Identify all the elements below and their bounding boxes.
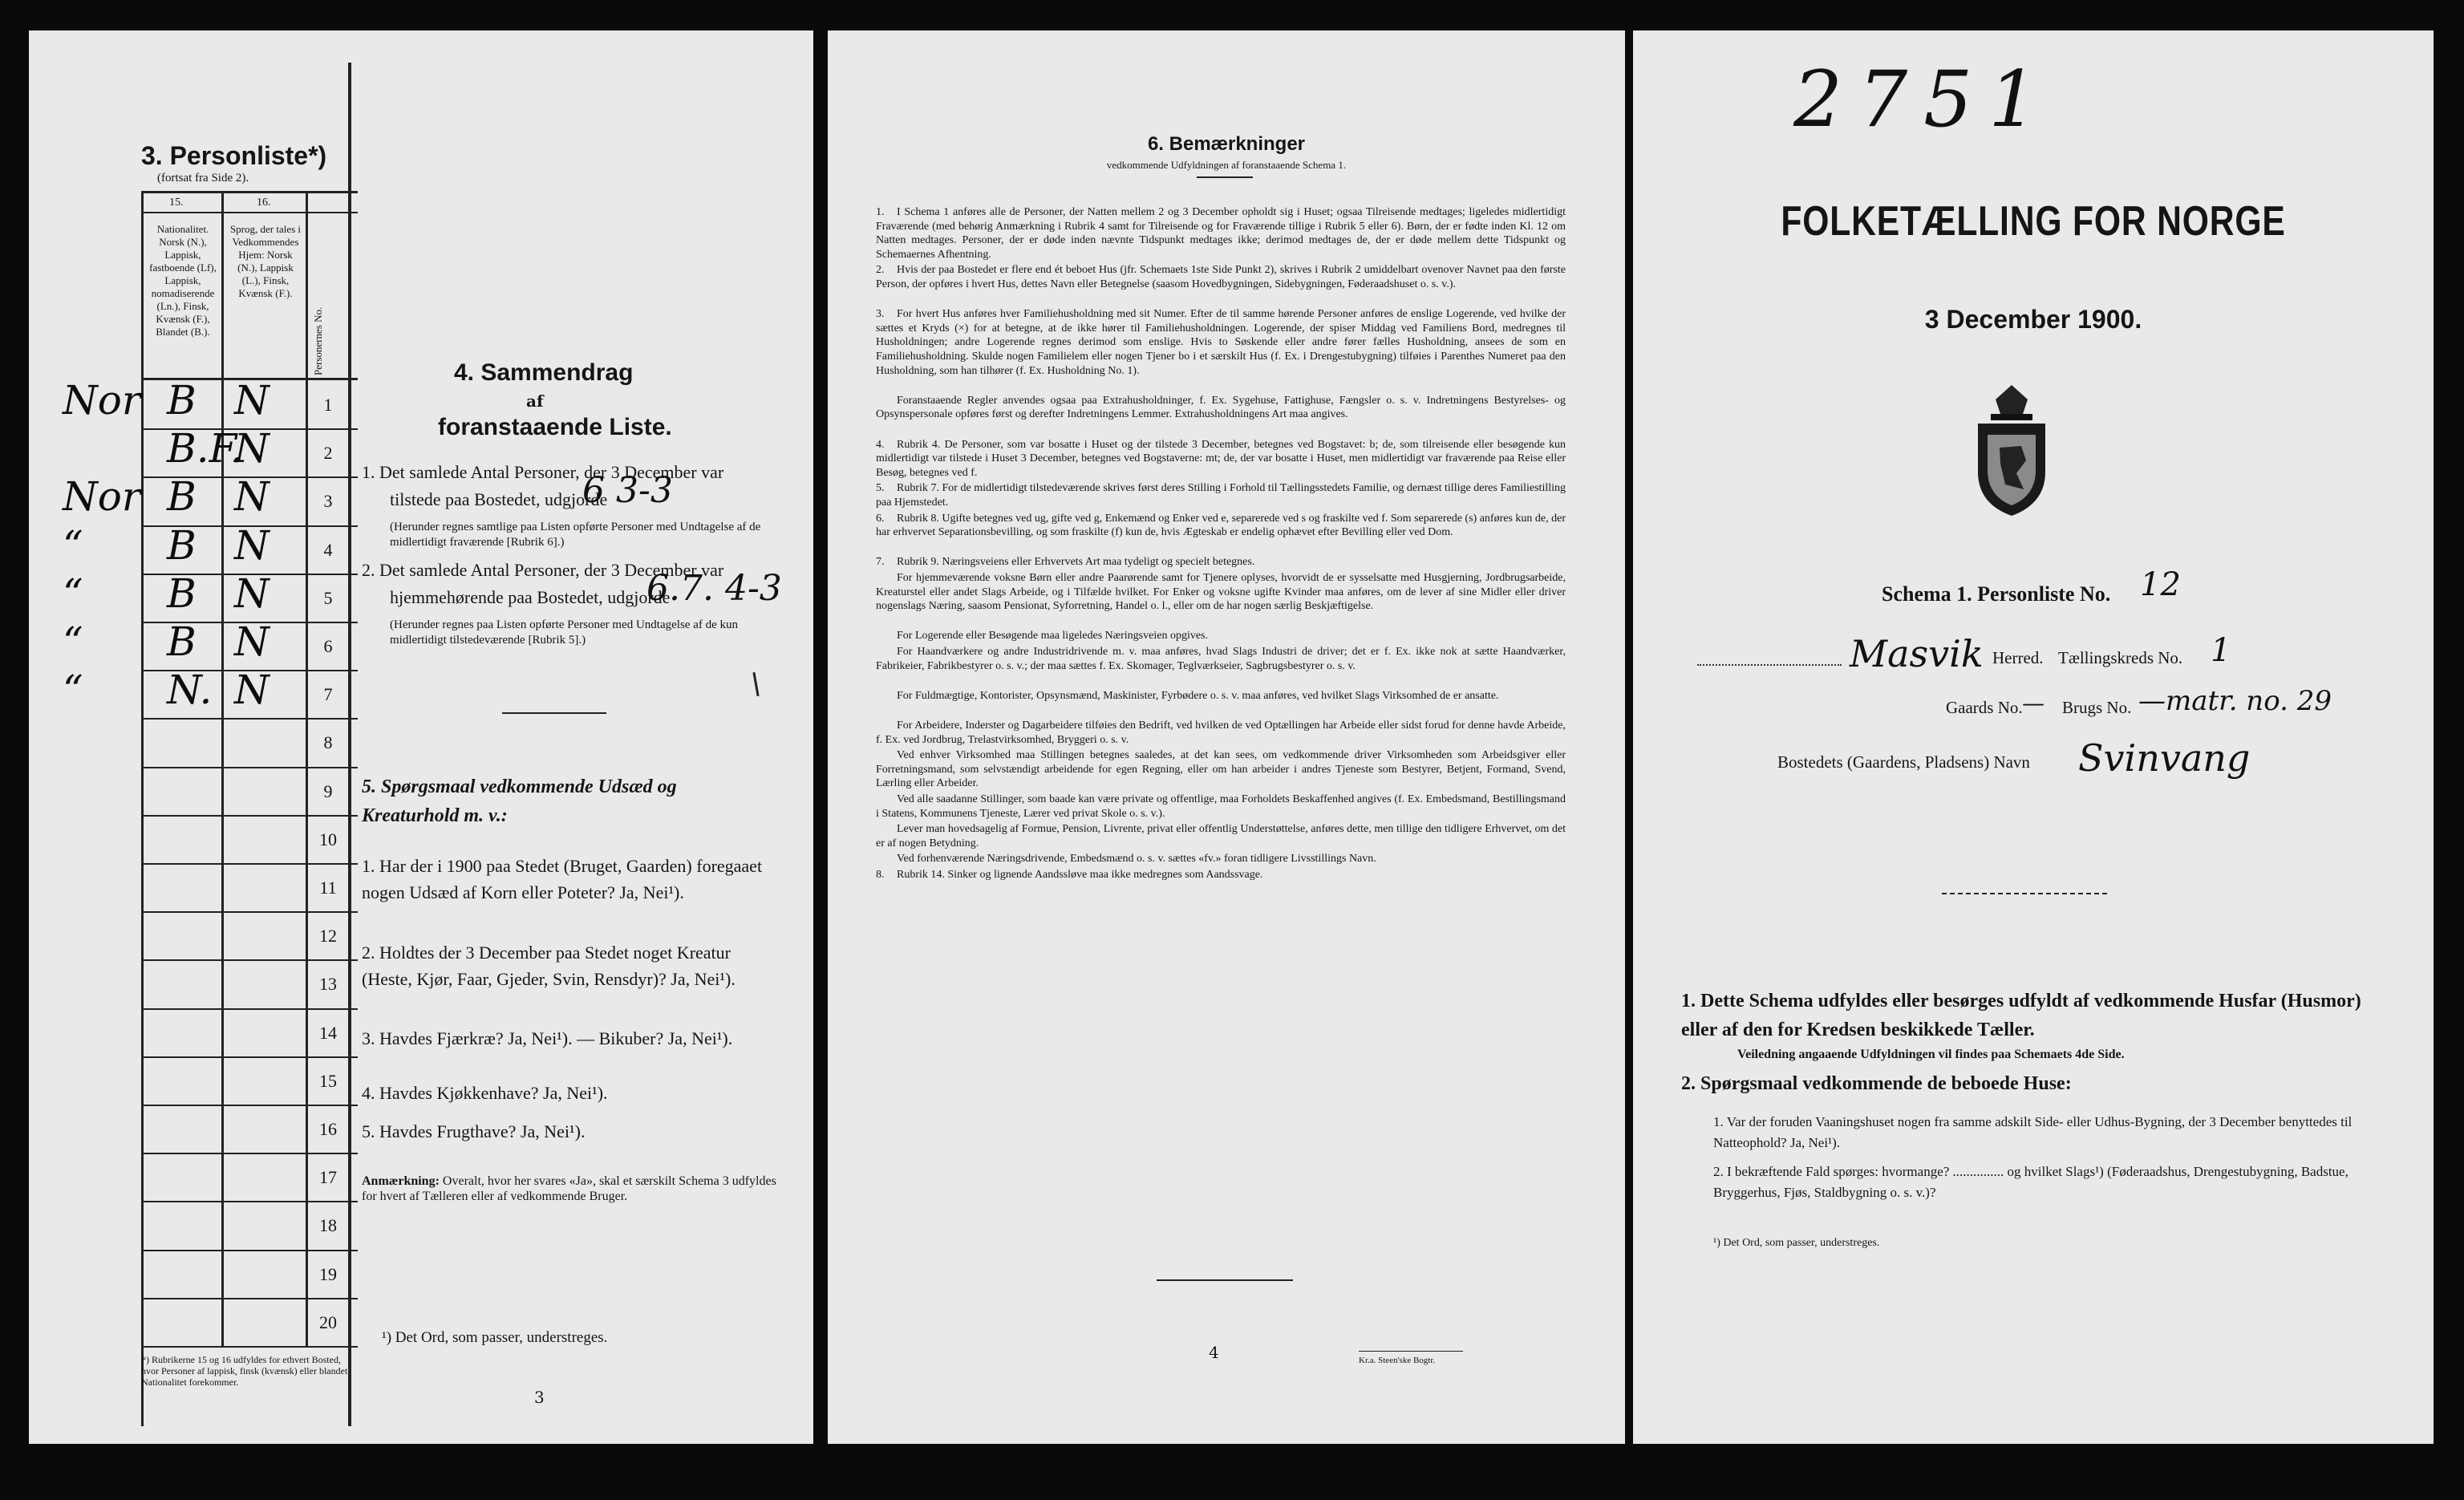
- remark-text: Ved alle saadanne Stillinger, som baade kan være private og offentlige, maa Forholdets Beskaffenhed angives (f. Ex. Embedsmand, Bestillingsmand i Statens, Kommunens Tjeneste, Lærer ved privat Skole o. s. v.).: [876, 793, 1566, 820]
- table-row-line: [141, 863, 358, 865]
- remark-number: 3.: [876, 308, 885, 321]
- col16-header: Sprog, der tales i Vedkommendes Hjem: Norsk (N.), Lappisk (L.), Finsk, Kvænsk (F.).: [229, 223, 302, 299]
- instruction-1: 1. Dette Schema udfyldes eller besørges udfyldt af vedkommende Husfar (Husmor) eller af den for Kredsen beskikkede Tæller.: [1681, 991, 2361, 1040]
- anmaerkning-text: Overalt, hvor her svares «Ja», skal et særskilt Schema 3 udfyldes for hvert af Tælleren eller af vedkommende Bruger.: [362, 1174, 776, 1203]
- page-number-4: 4: [1209, 1343, 1219, 1362]
- table-cell-nat2: B: [167, 618, 197, 665]
- remark-text: Ved enhver Virksomhed maa Stillingen betegnes saaledes, at det kan sees, om vedkommende driver Virksomheden som Arbeidsgiver eller Forretningsmand, som selvstændigt arbeidende for egen Regning, eller om han arbeider i andres Tjeneste som Bestyrer, Betjent, Formand, Svend, Lærling eller Arbeider.: [876, 749, 1566, 790]
- row-number: 7: [323, 684, 333, 705]
- row-number: 18: [319, 1215, 337, 1236]
- left-page: [29, 30, 813, 1444]
- table-cell-sprog: N: [234, 667, 270, 714]
- table-row-line: [141, 815, 358, 817]
- table-cell-nat2: N.: [167, 667, 213, 714]
- remark-item: [876, 571, 1566, 614]
- row-number: 14: [319, 1022, 337, 1043]
- herred-value: Masvik: [1850, 632, 1984, 675]
- bosted-value: Svinvang: [2078, 736, 2251, 780]
- table-row-line: [141, 1105, 358, 1106]
- table-row-line: [141, 1153, 358, 1154]
- remark-text: For Haandværkere og andre Industridrivende m. v. maa anføres, hvad Slags Industri de driver; det er f. Ex. ikke nok at sætte Haandværker, Fabrikeier, Fabrikbestyrer o. s. v.; der maa sættes f. Ex. Skomager, Teglværkseier, Sagbrugsbestyrer o. s. v.: [876, 646, 1566, 672]
- remark-item: [876, 205, 1566, 261]
- row-number: 1: [323, 395, 333, 415]
- instruction-2: 2. Spørgsmaal vedkommende de beboede Huse:: [1681, 1073, 2072, 1094]
- remark-text: Rubrik 14. Sinker og lignende Aandssløve maa ikke medregnes som Aandssvage.: [897, 869, 1263, 881]
- q5: 5. Havdes Frugthave? Ja, Nei¹).: [362, 1121, 586, 1141]
- table-row-line: [141, 1008, 358, 1010]
- anmaerkning-label: Anmærkning:: [362, 1174, 440, 1188]
- q2: 2. Holdtes der 3 December paa Stedet noget Kreatur (Heste, Kjør, Faar, Gjeder, Svin, Rensdyr)? Ja, Nei¹).: [362, 943, 736, 989]
- remark-item: [876, 307, 1566, 378]
- table-cell-nat: “: [63, 570, 83, 617]
- table-cell-sprog: N: [234, 521, 270, 569]
- table-cell-nat2: B.F.: [167, 425, 244, 472]
- table-cell-sprog: N: [234, 425, 270, 472]
- remark-text: Lever man hovedsagelig af Formue, Pension, Livrente, privat eller offentlig Understøttelse, anføres dette, men tillige den tidligere Erhvervet, om det er af nogen Betydning.: [876, 823, 1566, 849]
- kreds-label: Tællingskreds No.: [2058, 648, 2183, 667]
- table-row-line: [141, 911, 358, 913]
- right-page: [1633, 30, 2434, 1444]
- col15-header: Nationalitet. Norsk (N.), Lappisk, fastboende (Lf), Lappisk, nomadiserende (Ln.), Finsk, Kvænsk (F.), Blandet (B.).: [149, 223, 217, 338]
- remark-item: [876, 719, 1566, 747]
- remark-item: [876, 822, 1566, 850]
- remark-text: Rubrik 4. De Personer, som var bosatte i Huset og der tilstede 3 December, betegnes ved Bogstavet: b; de, som tilreisende eller besøgende kun midlertidigt var tilstede i Huset 3 December, betegnes ved Bogstaverne: mt; de, der var bosatte i Huset, men midlertidigt var fraværende paa Reise eller Besøg, betegnes ved f.: [876, 438, 1566, 479]
- remark-number: 2.: [876, 264, 885, 277]
- q4: 4. Havdes Kjøkkenhave? Ja, Nei¹).: [362, 1083, 608, 1103]
- handwritten-number: 2751: [1793, 55, 2054, 144]
- remark-item: [876, 438, 1566, 480]
- remark-number: 8.: [876, 869, 885, 881]
- census-date: 3 December 1900.: [1924, 305, 2142, 334]
- row-number: 10: [319, 829, 337, 849]
- ord-note: ¹) Det Ord, som passer, understreges.: [382, 1329, 608, 1346]
- remark-text: Hvis der paa Bostedet er flere end ét beboet Hus (jfr. Schemaets 1ste Side Punkt 2), skrives i Rubrik 2 umiddelbart ovenover Navnet paa den første Person, der opføres i hvert Hus, dettes Navn eller Betegnelse (saasom Hovedbygningen, Sidebygningen, Føderaadshuset o. s. v.).: [876, 264, 1566, 290]
- personliste-number: 12: [2140, 566, 2181, 603]
- remark-text: For hjemmeværende voksne Børn eller andre Paarørende samt for Tjenere oplyses, hvorvidt de er sysselsatte med Husgjerning, Jordbrugsarbeide, Kreaturstel eller andet Slags Arbeide, og i Tilfælde hvilket. For Enker og voksne ugifte Kvinder maa anføres, om de lever af sine Midler eller driver nogenslags Næring, saasom Pensionat, Syforretning, Handel o. l., eller om de har nogen særlig Beskjæftigelse.: [876, 572, 1566, 613]
- instruction-1-note: Veiledning angaaende Udfyldningen vil findes paa Schemaets 4de Side.: [1737, 1048, 2125, 1061]
- middle-page: [828, 30, 1625, 1444]
- row-number: 6: [323, 636, 333, 656]
- remark-item: [876, 748, 1566, 791]
- table-row-line: [141, 959, 358, 961]
- main-title: FOLKETÆLLING FOR NORGE: [1781, 198, 2286, 245]
- remark-item: [876, 555, 1566, 570]
- remark-text: For hvert Hus anføres hver Familiehusholdning med sit Numer. Efter de til samme hørende Personer anføres de enslige Logerende, ved hvilke der sættes et Kryds (×) for at betegne, at de ikke hører til Familiehusholdningen. Logerende, der spiser Middag ved Familiens Bord, medregnes til Husholdningen; andre Logerende regnes derimod som enslige. Hvis to Søskende eller andre fører fælles Husholdning, ansees de som en Familiehusholdning. Skulde nogen Familielem eller nogen Tjener bo i et særskilt Hus (f. Ex. i Drengestubygning) tilføies i Parenthes Numeret paa den Husholdning, som han tilhører (f. Ex. Husholdning No. 1).: [876, 308, 1566, 377]
- rownum-header: Personernes No.: [312, 306, 324, 375]
- remark-number: 1.: [876, 206, 885, 218]
- remark-text: Ved forhenværende Næringsdrivende, Embedsmænd o. s. v. sættes «fv.» foran tidligere Livsstillings Navn.: [897, 853, 1376, 866]
- coat-of-arms-icon: [1964, 383, 2060, 520]
- brugs-value: —matr. no. 29: [2138, 685, 2332, 717]
- remark-item: [876, 852, 1566, 866]
- item2-line1: 2. Det samlede Antal Personer, der 3 December var: [362, 560, 724, 580]
- table-cell-nat: “: [63, 618, 83, 665]
- table-cell-nat2: B: [167, 473, 197, 521]
- summary-title-liste: foranstaaende Liste.: [438, 414, 672, 440]
- table-cell-sprog: N: [234, 473, 270, 521]
- table-cell-nat: “: [63, 667, 83, 714]
- table-cell-sprog: N: [234, 377, 270, 424]
- q1: 1. Har der i 1900 paa Stedet (Bruget, Gaarden) foregaaet nogen Udsæd af Korn eller Poteter? Ja, Nei¹).: [362, 856, 763, 902]
- row-number: 15: [319, 1070, 337, 1091]
- remark-text: For Logerende eller Besøgende maa ligeledes Næringsveien opgives.: [897, 630, 1208, 643]
- row-number: 12: [319, 926, 337, 947]
- row-number: 17: [319, 1167, 337, 1188]
- item2-note: (Herunder regnes paa Listen opførte Personer med Undtagelse af de kun midlertidigt tilstedeværende [Rubrik 5].): [390, 618, 739, 647]
- item1-line2: tilstede paa Bostedet, udgjorde: [390, 489, 608, 509]
- row-number: 19: [319, 1263, 337, 1284]
- row-number: 13: [319, 974, 337, 995]
- table-cell-sprog: N: [234, 618, 270, 665]
- schema-label: Schema 1. Personliste No.: [1882, 582, 2111, 606]
- table-cell-nat2: B: [167, 521, 197, 569]
- right-ord-note: ¹) Det Ord, som passer, understreges.: [1713, 1237, 1880, 1249]
- summary-title-af: af: [526, 391, 544, 411]
- kreds-value: 1: [2211, 632, 2231, 669]
- table-row-line: [141, 1056, 358, 1058]
- col16-number: 16.: [257, 197, 271, 209]
- table-cell-sprog: N: [234, 570, 270, 617]
- gaards-value: —: [2022, 690, 2045, 716]
- remark-item: [876, 481, 1566, 509]
- col15-number: 15.: [169, 197, 184, 209]
- remark-text: Foranstaaende Regler anvendes ogsaa paa Extrahusholdninger, f. Ex. Sygehuse, Fattighuse, Fængsler o. s. v. Indretningens Bestyrelses- og Opsynspersonale opføres først og derefter Indretningens Lemmer. Extrahusholdningens Art maa angives.: [876, 394, 1566, 421]
- table-row-line: [141, 1201, 358, 1202]
- remark-number: 4.: [876, 438, 885, 451]
- row-number: 4: [323, 539, 333, 560]
- anmaerkning: [362, 1174, 779, 1204]
- remark-item: [876, 629, 1566, 643]
- remark-item: [876, 645, 1566, 673]
- herred-label: Herred.: [1992, 648, 2044, 667]
- remark-text: Rubrik 9. Næringsveiens eller Erhvervets Art maa tydeligt og specielt betegnes.: [897, 556, 1255, 569]
- row-number: 3: [323, 491, 333, 512]
- remark-number: 5.: [876, 482, 885, 495]
- table-cell-nat2: B: [167, 377, 197, 424]
- remarks-title: 6. Bemærkninger: [1147, 133, 1306, 155]
- remark-item: [876, 793, 1566, 821]
- remarks-subtitle: vedkommende Udfyldningen af foranstaaende Schema 1.: [1106, 159, 1347, 171]
- row-number: 8: [323, 732, 333, 753]
- remark-text: I Schema 1 anføres alle de Personer, der Natten mellem 2 og 3 December opholdt sig i Huset; ogsaa Tilreisende medtages; ligeledes midlertidigt Fraværende (med behørig Anmærkning i Rubrik 4 samt for Tilreisende og for Fraværende tillige i Rubrik 5 eller 6). Børn, der er fødte inden Kl. 12 om Natten medtages. Personer, der er døde inden nævnte Tidspunkt medtages ikke; derimod medtages de, der er døde mellem dette Tidspunkt og Schemaernes Afhentning.: [876, 206, 1566, 261]
- page-number-3: 3: [534, 1388, 545, 1407]
- instruction-2-1: 1. Var der foruden Vaaningshuset nogen fra samme adskilt Side- eller Udhus-Bygning, der 3 December benyttedes til Natteophold? Ja, Nei¹).: [1713, 1114, 2353, 1150]
- table-cell-nat: Nor: [63, 377, 141, 424]
- table-cell-nat: “: [63, 521, 83, 569]
- table-cell-nat2: B: [167, 570, 197, 617]
- table-row-line: [141, 1298, 358, 1299]
- instruction-2-2: 2. I bekræftende Fald spørges: hvormange? ............... og hvilket Slags¹) (Føderaadshus, Drengestubygning, Badstue, Bryggerhus, Fjøs, Staldbygning o. s. v.)?: [1713, 1164, 2348, 1200]
- table-row-line: [141, 718, 358, 720]
- footnote: *) Rubrikerne 15 og 16 udfyldes for ethvert Bosted, hvor Personer af lappisk, finsk (kvænsk) eller blandet Nationalitet forekommer.: [141, 1354, 348, 1388]
- remark-text: Rubrik 8. Ugifte betegnes ved ug, gifte ved g, Enkemænd og Enker ved e, separerede ved s og fraskilte ved f. Som separerede (s) anføres kun de, der har erhvervet Separationsbevilling, og som fraskilte (f) kun de, hvis Ægteskab er endelig ophævet efter Bevilling eller ved Dom.: [876, 512, 1566, 539]
- row-number: 9: [323, 780, 333, 801]
- item2-line2: hjemmehørende paa Bostedet, udgjorde: [390, 587, 671, 607]
- summary-title: 4. Sammendrag: [454, 359, 634, 386]
- gaards-label: Gaards No.: [1946, 698, 2023, 717]
- item1-note: (Herunder regnes samtlige paa Listen opførte Personer med Undtagelse af de midlertidigt fraværende [Rubrik 6].): [390, 521, 761, 549]
- q3: 3. Havdes Fjærkræ? Ja, Nei¹). — Bikuber? Ja, Nei¹).: [362, 1028, 733, 1048]
- remark-number: 7.: [876, 556, 885, 569]
- item2-value: 6.7. 4-3: [646, 568, 782, 609]
- personliste-subtitle: (fortsat fra Side 2).: [157, 172, 249, 184]
- remark-text: Rubrik 7. For de midlertidigt tilstedeværende skrives først deres Stilling i Forhold til Tællingsstedets Familie, og dernæst tillige deres Familiestilling paa Hjemstedet.: [876, 482, 1566, 509]
- personliste-title: 3. Personliste*): [141, 141, 327, 170]
- row-number: 5: [323, 587, 333, 608]
- remark-item: [876, 689, 1566, 703]
- printer-note: Kr.a. Steen'ske Bogtr.: [1359, 1356, 1436, 1365]
- brugs-label: Brugs No.: [2062, 698, 2132, 717]
- section5-title: 5. Spørgsmaal vedkommende Udsæd og Kreaturhold m. v.:: [362, 776, 677, 826]
- remark-item: [876, 868, 1566, 882]
- row-number: 11: [319, 878, 337, 898]
- bosted-label: Bostedets (Gaardens, Pladsens) Navn: [1777, 752, 2030, 772]
- table-row-line: [141, 1346, 358, 1348]
- remark-item: [876, 512, 1566, 540]
- item1-value: 6 3-3: [582, 470, 673, 511]
- remark-text: For Arbeidere, Inderster og Dagarbeidere tilføies den Bedrift, ved hvilken de ved Optællingen har Arbeide eller sidst forud for denne havde Arbeide, f. Ex. ved Jordbrug, Trelastvirksomhed, Bryggeri o. s. v.: [876, 720, 1566, 746]
- row-number: 20: [319, 1311, 337, 1332]
- remark-item: [876, 394, 1566, 422]
- remark-text: For Fuldmægtige, Kontorister, Opsynsmænd, Maskinister, Fyrbødere o. s. v. maa anføres, ved hvilket Slags Virksomhed de er ansatte.: [897, 689, 1499, 702]
- table-cell-nat: Nor: [63, 473, 141, 521]
- item1-line1: 1. Det samlede Antal Personer, der 3 December var: [362, 462, 724, 482]
- table-row-line: [141, 767, 358, 768]
- row-number: 16: [319, 1119, 337, 1139]
- remark-number: 6.: [876, 512, 885, 525]
- remark-item: [876, 263, 1566, 291]
- row-number: 2: [323, 443, 333, 464]
- table-row-line: [141, 1250, 358, 1251]
